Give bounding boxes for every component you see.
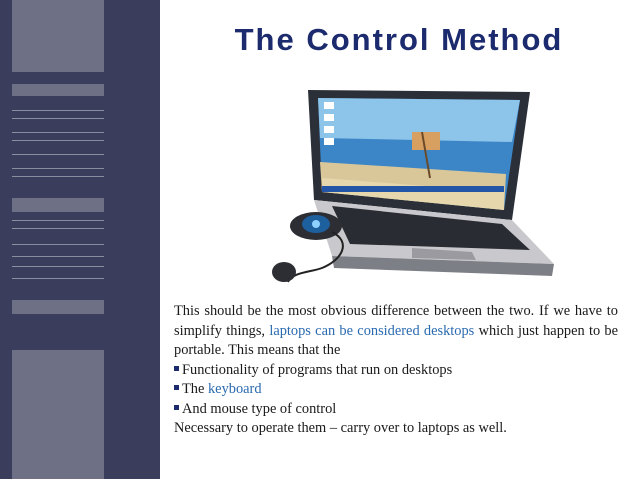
- paragraph-text: which just happen to be portable. This means that the: [174, 322, 619, 358]
- sidebar-line: [12, 228, 104, 229]
- sidebar-line: [12, 256, 104, 257]
- sidebar-line: [12, 220, 104, 221]
- sidebar-line: [12, 278, 104, 279]
- sidebar-decoration: [0, 0, 160, 479]
- paragraph-text: This should be the most obvious difference between the two. If we have to simplify things,: [174, 303, 618, 339]
- sidebar-line: [12, 140, 104, 141]
- bullet-text: The: [182, 381, 208, 397]
- body-text: [174, 302, 618, 439]
- keyboard-link[interactable]: keyboard: [207, 381, 262, 397]
- sidebar-line: [12, 118, 104, 119]
- bullet-item: [174, 361, 618, 381]
- laptop-image: [262, 82, 558, 294]
- sidebar-block: [12, 198, 104, 212]
- sidebar-line: [12, 176, 104, 177]
- bullet-item: [174, 400, 618, 420]
- sidebar-block: [12, 0, 104, 72]
- sidebar-block: [12, 84, 104, 96]
- bullet-item: [174, 380, 618, 400]
- bullet-text: And mouse type of control: [182, 400, 337, 417]
- bullet-text: Functionality of programs that run on desktops: [182, 361, 453, 378]
- sidebar-line: [12, 266, 104, 267]
- sidebar-line: [12, 244, 104, 245]
- bullet-icon: [174, 366, 179, 371]
- intro-paragraph: [174, 302, 618, 361]
- sidebar-block: [12, 350, 104, 479]
- laptops-link[interactable]: laptops can be considered desktops: [269, 322, 475, 339]
- sidebar-line: [12, 154, 104, 155]
- sidebar-line: [12, 132, 104, 133]
- sidebar-line: [12, 168, 104, 169]
- sidebar-block: [12, 300, 104, 314]
- slide-title: The Control Method: [234, 22, 564, 57]
- bullet-icon: [174, 385, 179, 390]
- closing-line: Necessary to operate them – carry over to laptops as well.: [174, 420, 507, 436]
- bullet-icon: [174, 405, 179, 410]
- mouse-graphic: [272, 262, 296, 282]
- sidebar-line: [12, 110, 104, 111]
